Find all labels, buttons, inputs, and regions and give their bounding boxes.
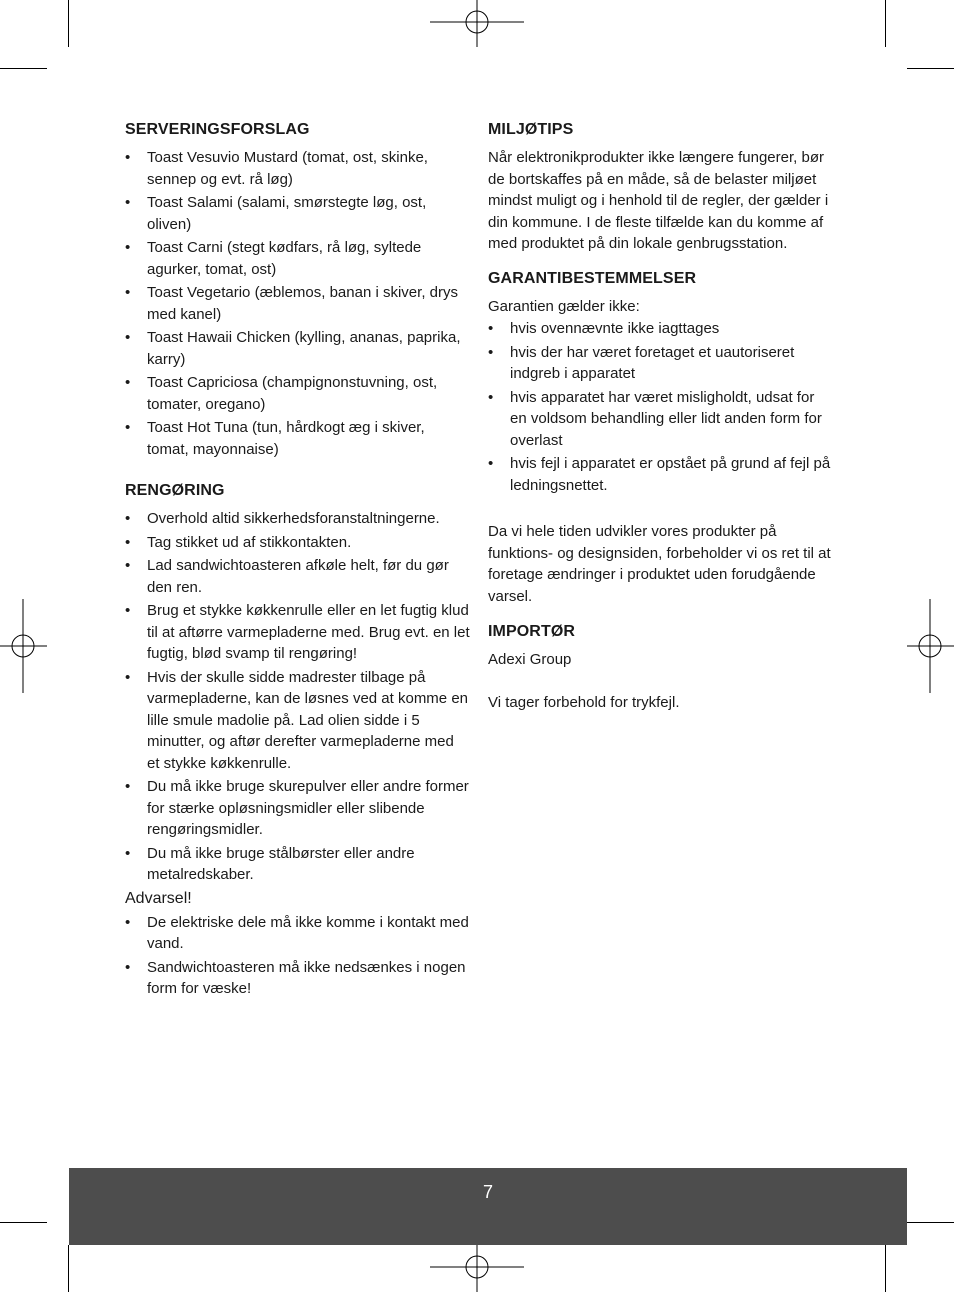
crop-mark [0, 68, 47, 69]
registration-mark-left [0, 599, 47, 693]
list-item: • Brug et stykke køkkenrulle eller en let fugtig klud til at aftørre varmepladerne med. Brug evt. en let fugtig, blød svamp til rengøring! [125, 600, 470, 665]
paragraph: Da vi hele tiden udvikler vores produkter på funktions- og designsiden, forbeholder vi os ret til at foretage ændringer i produktet uden forudgående varsel. [488, 523, 831, 605]
crop-mark [68, 0, 69, 47]
right-column [488, 119, 833, 713]
section-serveringsforslag [125, 119, 470, 460]
registration-mark-right [907, 599, 954, 693]
page-footer [69, 1168, 907, 1245]
crop-mark [68, 1245, 69, 1292]
crop-mark [907, 1222, 954, 1223]
paragraph: Når elektronikprodukter ikke længere fungerer, bør de bortskaffes på en måde, så de belaster miljøet mindst muligt og i henhold til de regler, der gælder i din kommune. I de fleste tilfælde kan du komme af med produktet på din lokale genbrugsstation. [488, 149, 829, 252]
bullet-list [125, 912, 470, 1000]
list-item: • De elektriske dele må ikke komme i kontakt med vand. [125, 912, 470, 955]
list-item: • hvis ovennævnte ikke iagttages [488, 318, 833, 340]
section-garanti [488, 268, 833, 608]
paragraph: Garantien gælder ikke: [488, 297, 640, 315]
bullet-list [125, 508, 470, 886]
list-item: • Toast Salami (salami, smørstegte løg, ost, oliven) [125, 192, 470, 235]
list-item: • Toast Hot Tuna (tun, hårdkogt æg i skiver, tomat, mayonnaise) [125, 417, 470, 460]
list-item: • Toast Carni (stegt kødfars, rå løg, syltede agurker, tomat, ost) [125, 237, 470, 280]
list-item: • hvis fejl i apparatet er opstået på grund af fejl på ledningsnettet. [488, 453, 833, 496]
paragraph: Vi tager forbehold for trykfejl. [488, 693, 680, 711]
bullet-list [125, 147, 470, 460]
section-heading: MILJØTIPS [488, 121, 574, 138]
list-item: • Toast Vesuvio Mustard (tomat, ost, skinke, sennep og evt. rå løg) [125, 147, 470, 190]
left-column [125, 119, 470, 1002]
list-item: • Toast Capriciosa (champignonstuvning, ost, tomater, oregano) [125, 372, 470, 415]
warning-heading: Advarsel! [125, 889, 192, 907]
crop-mark [0, 1222, 47, 1223]
section-rengoring [125, 480, 470, 886]
list-item: • hvis apparatet har været misligholdt, udsat for en voldsom behandling eller lidt anden form for overlast [488, 387, 833, 452]
page-number: 7 [482, 1182, 493, 1202]
list-item: • Du må ikke bruge stålbørster eller andre metalredskaber. [125, 843, 470, 886]
crop-mark [907, 68, 954, 69]
list-item: • Tag stikket ud af stikkontakten. [125, 532, 470, 554]
company-name: Adexi Group [488, 651, 572, 668]
crop-mark [885, 1245, 886, 1292]
section-heading: IMPORTØR [488, 623, 576, 640]
list-item: • Du må ikke bruge skurepulver eller andre former for stærke opløsningsmidler eller slibende rengøringsmidler. [125, 776, 470, 841]
section-advarsel [125, 888, 470, 1000]
list-item: • Sandwichtoasteren må ikke nedsænkes i nogen form for væske! [125, 957, 470, 1000]
bullet-list [488, 318, 833, 496]
section-importor [488, 621, 833, 713]
section-heading: RENGØRING [125, 482, 225, 499]
list-item: • Hvis der skulle sidde madrester tilbage på varmepladerne, kan de løsnes ved at komme en lille smule madolie på. Lad olien sidde i 5 minutter, og aftør derefter varmepladerne med et stykke køkkenrulle. [125, 667, 470, 775]
list-item: • Toast Hawaii Chicken (kylling, ananas, paprika, karry) [125, 327, 470, 370]
registration-mark-bottom [430, 1245, 524, 1292]
section-heading: GARANTIBESTEMMELSER [488, 269, 697, 287]
crop-mark [885, 0, 886, 47]
list-item: • Toast Vegetario (æblemos, banan i skiver, drys med kanel) [125, 282, 470, 325]
registration-mark-top [430, 0, 524, 47]
list-item: • hvis der har været foretaget et uautoriseret indgreb i apparatet [488, 342, 833, 385]
list-item: • Lad sandwichtoasteren afkøle helt, før du gør den ren. [125, 555, 470, 598]
list-item: • Overhold altid sikkerhedsforanstaltningerne. [125, 508, 470, 530]
section-miljotips [488, 119, 833, 255]
section-heading: SERVERINGSFORSLAG [125, 121, 310, 138]
